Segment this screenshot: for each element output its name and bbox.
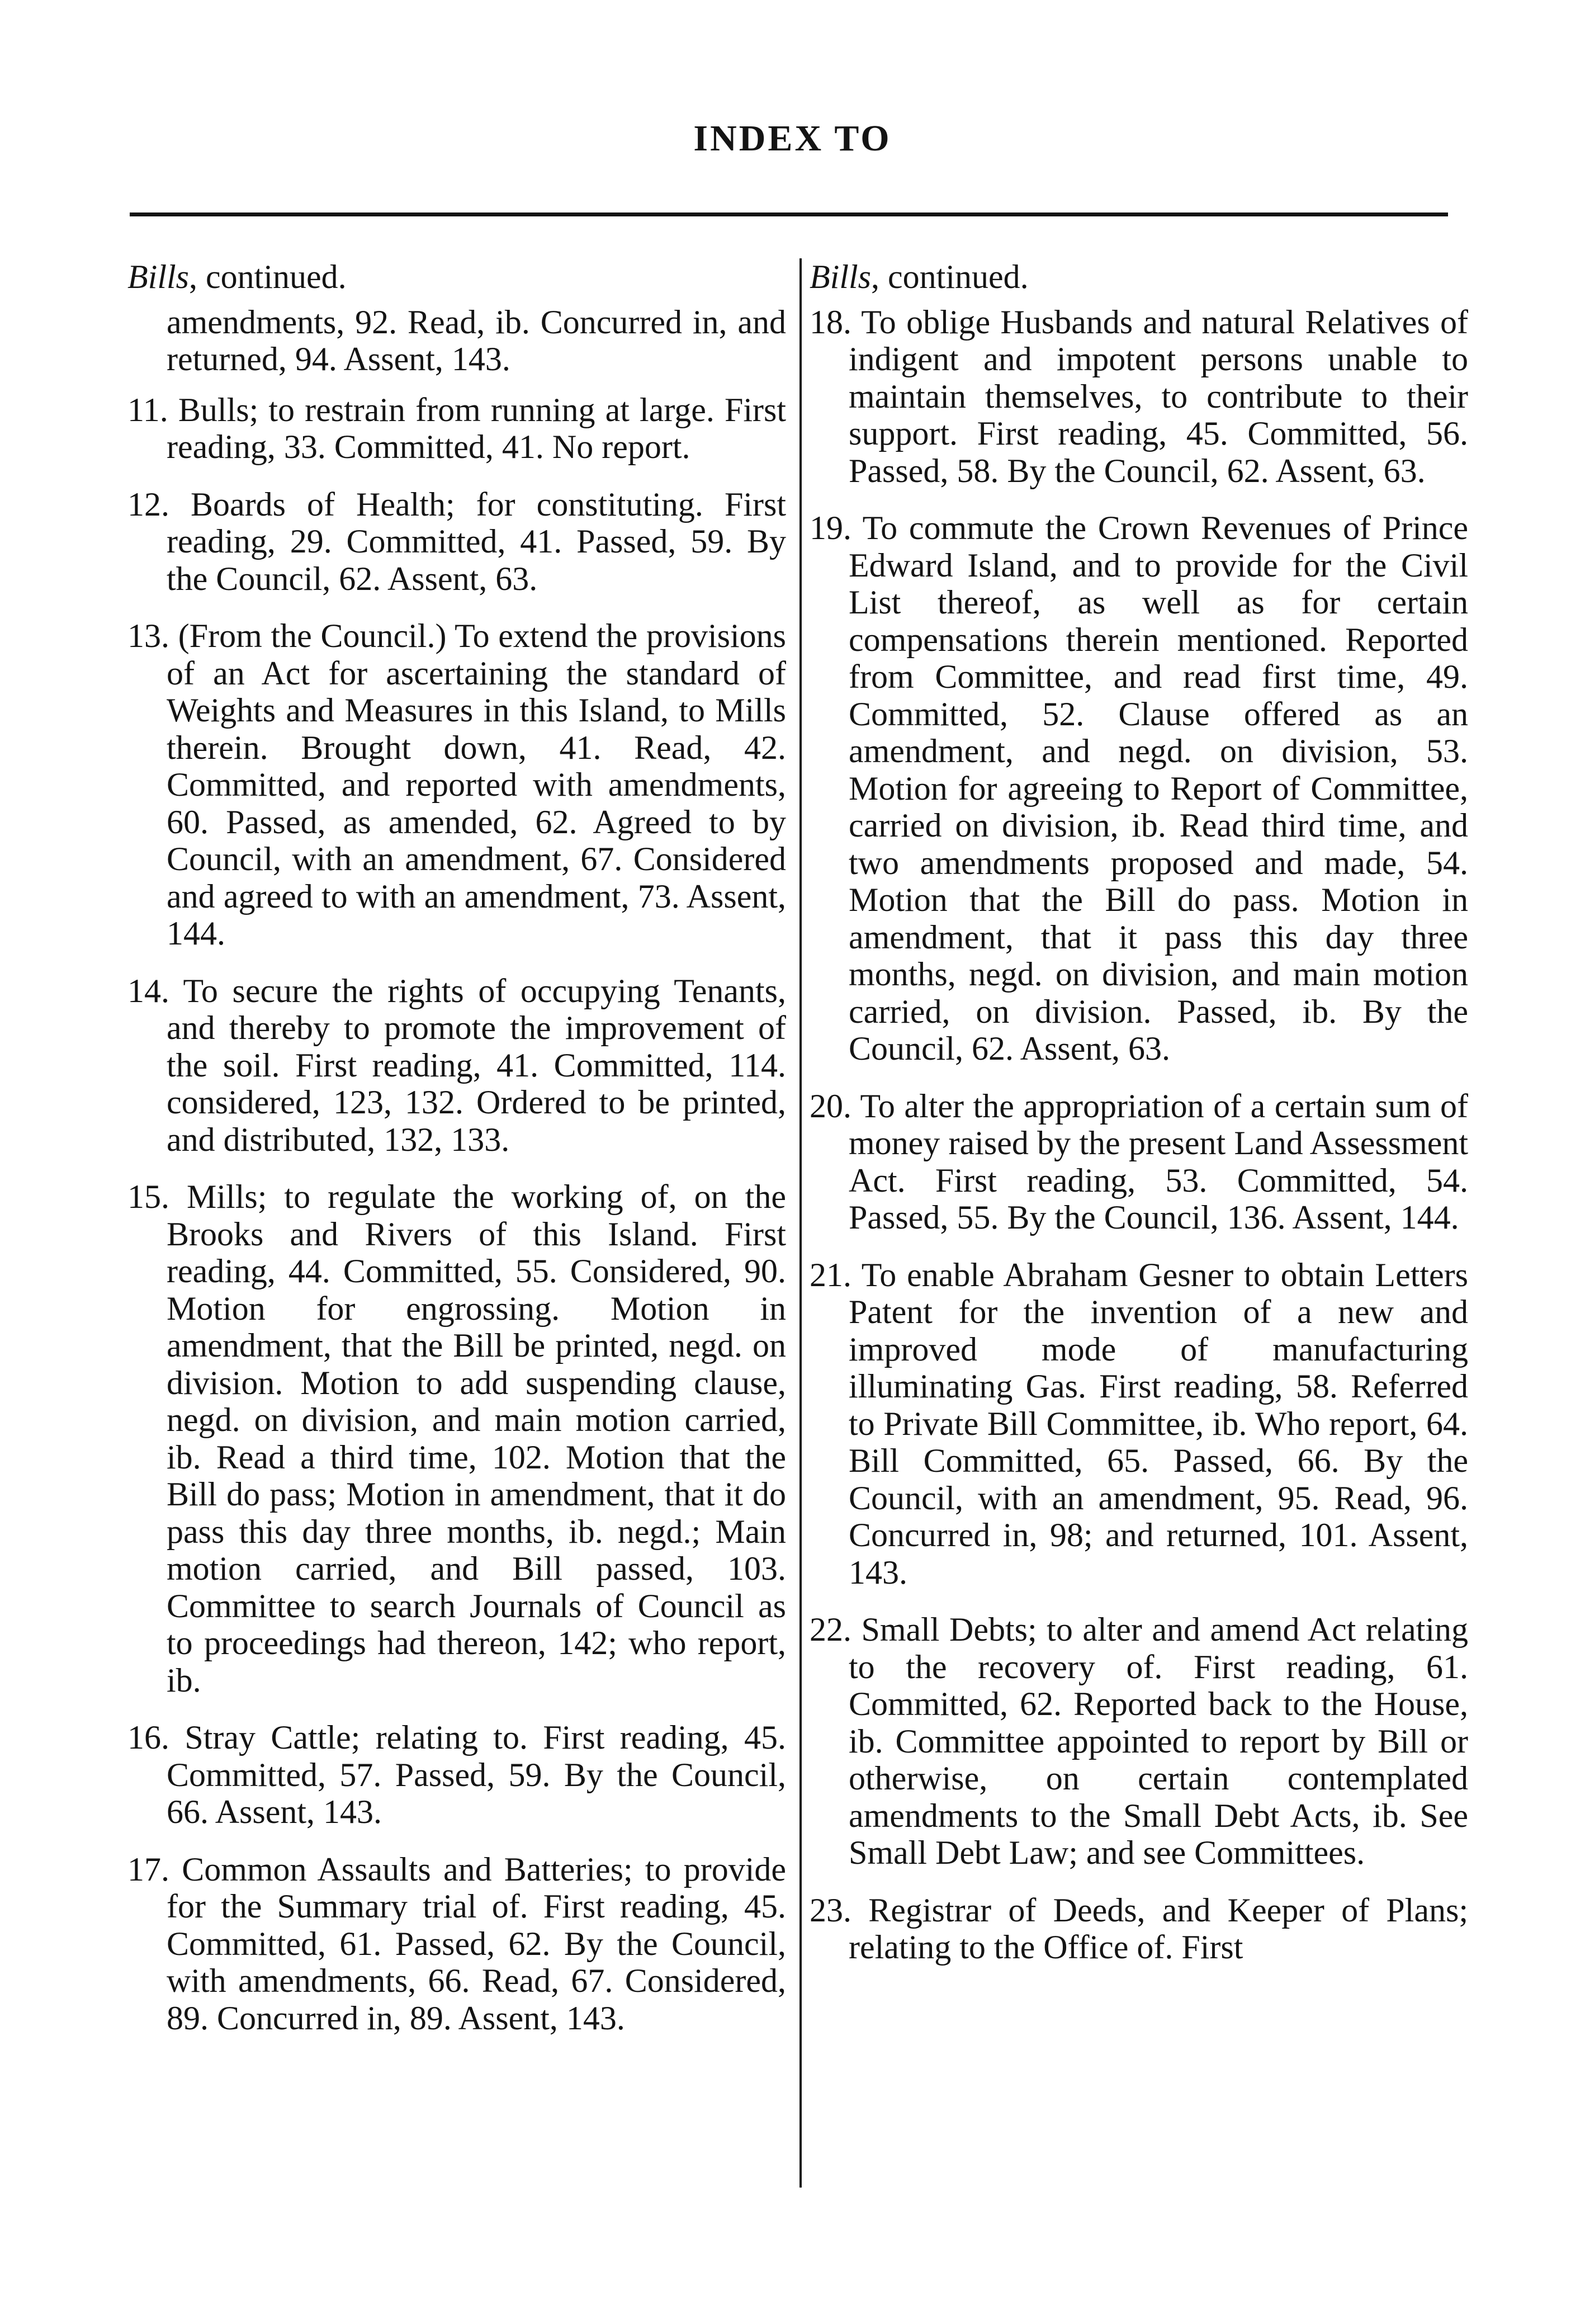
index-entry-12 xyxy=(127,486,786,598)
continued-heading-title: Bills xyxy=(810,258,872,295)
entry-number: 21. xyxy=(810,1256,851,1293)
carryover-text: amendments, 92. Read, ib. Concurred in, and returned, 94. Assent, 143. xyxy=(167,303,786,377)
entry-number: 11. xyxy=(127,391,168,428)
entry-text: Small Debts; to alter and amend Act relating to the recovery of. First reading, 61. Committed, 62. Reported back to the House, ib. Committee appointed to report by Bill or otherwise, on certain contemplated amendments to the Small Debt Acts, ib. See Small Debt Law; and see Committees. xyxy=(849,1611,1469,1871)
index-entry-11 xyxy=(127,391,786,466)
entry-text: Mills; to regulate the working of, on the Brooks and Rivers of this Island. First reading, 44. Committed, 55. Considered, 90. Motion for engrossing. Motion in amendment, that the Bill be printed, negd. on division. Motion to add suspending clause, negd. on division, and main motion carried, ib. Read a third time, 102. Motion that the Bill do pass; Motion in amendment, that it do pass this day three months, ib. negd.; Main motion carried, and Bill passed, 103. Committee to search Journals of Council as to proceedings had thereon, 142; who report, ib. xyxy=(167,1178,787,1699)
column-divider xyxy=(799,258,802,2188)
index-entry-23 xyxy=(810,1892,1468,1966)
entry-text: Registrar of Deeds, and Keeper of Plans; relating to the Office of. First xyxy=(849,1891,1468,1966)
left-column xyxy=(127,258,786,2057)
entry-text: To commute the Crown Revenues of Prince Edward Island, and to provide for the Civil List thereof, as well as for certain compensations therein mentioned. Reported from Committee, and read first time, 49. Committed, 52. Clause offered as an amendment, and negd. on division, 53. Motion for agreeing to Report of Committee, carried on division, ib. Read third time, and two amendments proposed and made, 54. Motion that the Bill do pass. Motion in amendment, that it pass this day three months, negd. on division, and main motion carried, on division. Passed, ib. By the Council, 62. Assent, 63. xyxy=(849,509,1469,1067)
entry-text: Stray Cattle; relating to. First reading, 45. Committed, 57. Passed, 59. By the Council, 66. Assent, 143. xyxy=(167,1719,786,1830)
entry-text: Boards of Health; for constituting. First reading, 29. Committed, 41. Passed, 59. By the Council, 62. Assent, 63. xyxy=(167,485,786,597)
index-entry-21 xyxy=(810,1257,1468,1591)
entry-text: (From the Council.) To extend the provisions of an Act for ascertaining the standard of Weights and Measures in this Island, to Mills therein. Brought down, 41. Read, 42. Committed, and reported with amendments, 60. Passed, as amended, 62. Agreed to by Council, with an amendment, 67. Considered and agreed to with an amendment, 73. Assent, 144. xyxy=(167,617,787,952)
continued-heading xyxy=(810,258,1468,296)
entry-text: To alter the appropriation of a certain sum of money raised by the present Land Assessment Act. First reading, 53. Committed, 54. Passed, 55. By the Council, 136. Assent, 144. xyxy=(849,1087,1468,1236)
index-entry-22 xyxy=(810,1611,1468,1872)
continued-heading-suffix: , continued. xyxy=(189,258,347,295)
index-entry-20 xyxy=(810,1088,1468,1236)
entry-number: 23. xyxy=(810,1891,851,1929)
right-column xyxy=(810,258,1468,1986)
index-entry-15 xyxy=(127,1178,786,1699)
entry-number: 16. xyxy=(127,1719,169,1756)
entry-number: 18. xyxy=(810,303,851,341)
running-head: INDEX TO xyxy=(693,118,892,159)
entry-number: 14. xyxy=(127,972,169,1009)
entry-number: 12. xyxy=(127,485,169,523)
entry-number: 20. xyxy=(810,1087,851,1125)
index-entry-14 xyxy=(127,972,786,1159)
index-entry-17 xyxy=(127,1851,786,2037)
header-rule xyxy=(130,212,1448,216)
continued-heading xyxy=(127,258,786,296)
entry-text: To enable Abraham Gesner to obtain Letters Patent for the invention of a new and improved mode of manufacturing illuminating Gas. First reading, 58. Referred to Private Bill Committee, ib. Who report, 64. Bill Committed, 65. Passed, 66. By the Council, with an amendment, 95. Read, 96. Concurred in, 98; and returned, 101. Assent, 143. xyxy=(849,1256,1468,1591)
index-entry-19 xyxy=(810,509,1468,1067)
entry-number: 13. xyxy=(127,617,169,654)
entry-number: 22. xyxy=(810,1611,851,1648)
entry-text: To oblige Husbands and natural Relatives of indigent and impotent persons unable to maintain themselves, to contribute to their support. First reading, 45. Committed, 56. Passed, 58. By the Council, 62. Assent, 63. xyxy=(849,303,1468,489)
index-entry-16 xyxy=(127,1719,786,1831)
continued-heading-suffix: , continued. xyxy=(871,258,1029,295)
index-entry-13 xyxy=(127,617,786,952)
entry-number: 19. xyxy=(810,509,851,546)
entry-text: Common Assaults and Batteries; to provide for the Summary trial of. First reading, 45. Committed, 61. Passed, 62. By the Council, with amendments, 66. Read, 67. Considered, 89. Concurred in, 89. Assent, 143. xyxy=(167,1850,787,2037)
entry-text: Bulls; to restrain from running at large. First reading, 33. Committed, 41. No report. xyxy=(167,391,786,465)
entry-text: To secure the rights of occupying Tenants, and thereby to promote the improvement of the soil. First reading, 41. Committed, 114. considered, 123, 132. Ordered to be printed, and distributed, 132, 133. xyxy=(167,972,786,1158)
index-entry-18 xyxy=(810,304,1468,490)
entry-number: 17. xyxy=(127,1850,169,1888)
entry-number: 15. xyxy=(127,1178,169,1215)
continued-heading-title: Bills xyxy=(127,258,190,295)
